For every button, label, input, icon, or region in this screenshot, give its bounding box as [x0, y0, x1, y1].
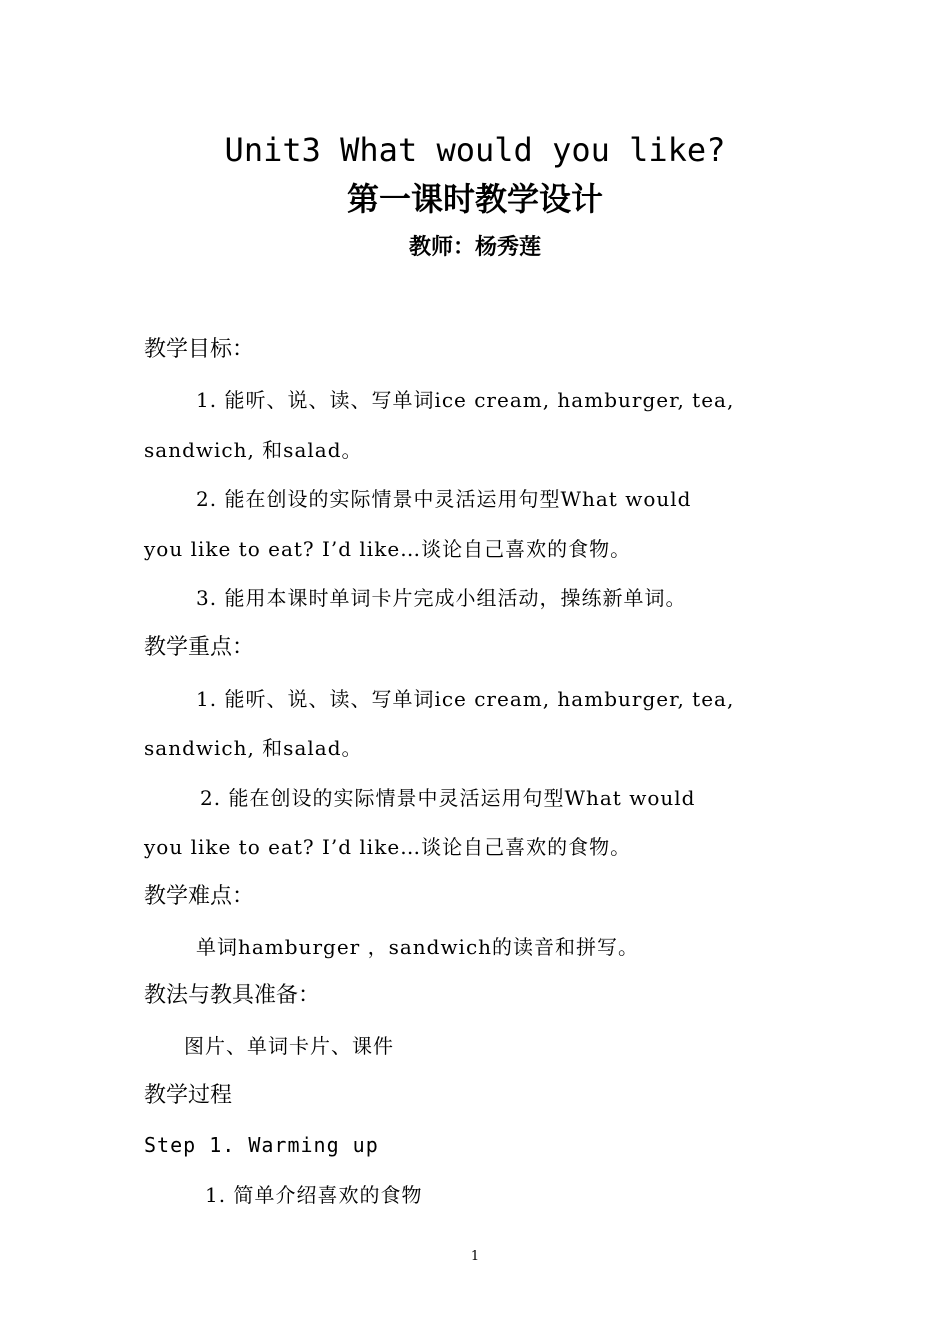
- step-1-item-1: 1. 简单介绍喜欢的食物: [205, 1183, 423, 1207]
- page-number: 1: [470, 1249, 480, 1264]
- process-heading: 教学过程: [144, 1083, 233, 1108]
- difficulties-text: 单词hamburger ，sandwich的读音和拼写。: [196, 935, 640, 959]
- objective-2-line-1: 2. 能在创设的实际情景中灵活运用句型What would: [196, 487, 692, 511]
- document-title-en: Unit3 What would you like?: [224, 131, 726, 169]
- document-title-cn: 第一课时教学设计: [346, 180, 603, 218]
- key-point-2-line-2: you like to eat? I’d like…谈论自己喜欢的食物。: [144, 835, 632, 859]
- objective-1-line-2: sandwich, 和salad。: [144, 438, 363, 462]
- key-point-1-line-1: 1. 能听、说、读、写单词ice cream, hamburger, tea,: [196, 687, 735, 711]
- objectives-heading: 教学目标：: [144, 337, 255, 362]
- methods-text: 图片、单词卡片、课件: [184, 1034, 394, 1058]
- objective-3-line-1: 3. 能用本课时单词卡片完成小组活动，操练新单词。: [196, 586, 687, 610]
- difficulties-heading: 教学难点：: [144, 884, 255, 909]
- objective-2-line-2: you like to eat? I’d like…谈论自己喜欢的食物。: [144, 537, 632, 561]
- key-point-2-line-1: 2. 能在创设的实际情景中灵活运用句型What would: [200, 786, 696, 810]
- key-points-heading: 教学重点：: [144, 635, 255, 660]
- objective-1-line-1: 1. 能听、说、读、写单词ice cream, hamburger, tea,: [196, 388, 735, 412]
- teacher-name: 教师：杨秀莲: [408, 235, 541, 260]
- step-1-heading: Step 1. Warming up: [144, 1133, 379, 1157]
- key-point-1-line-2: sandwich, 和salad。: [144, 736, 363, 760]
- methods-heading: 教法与教具准备：: [144, 983, 321, 1008]
